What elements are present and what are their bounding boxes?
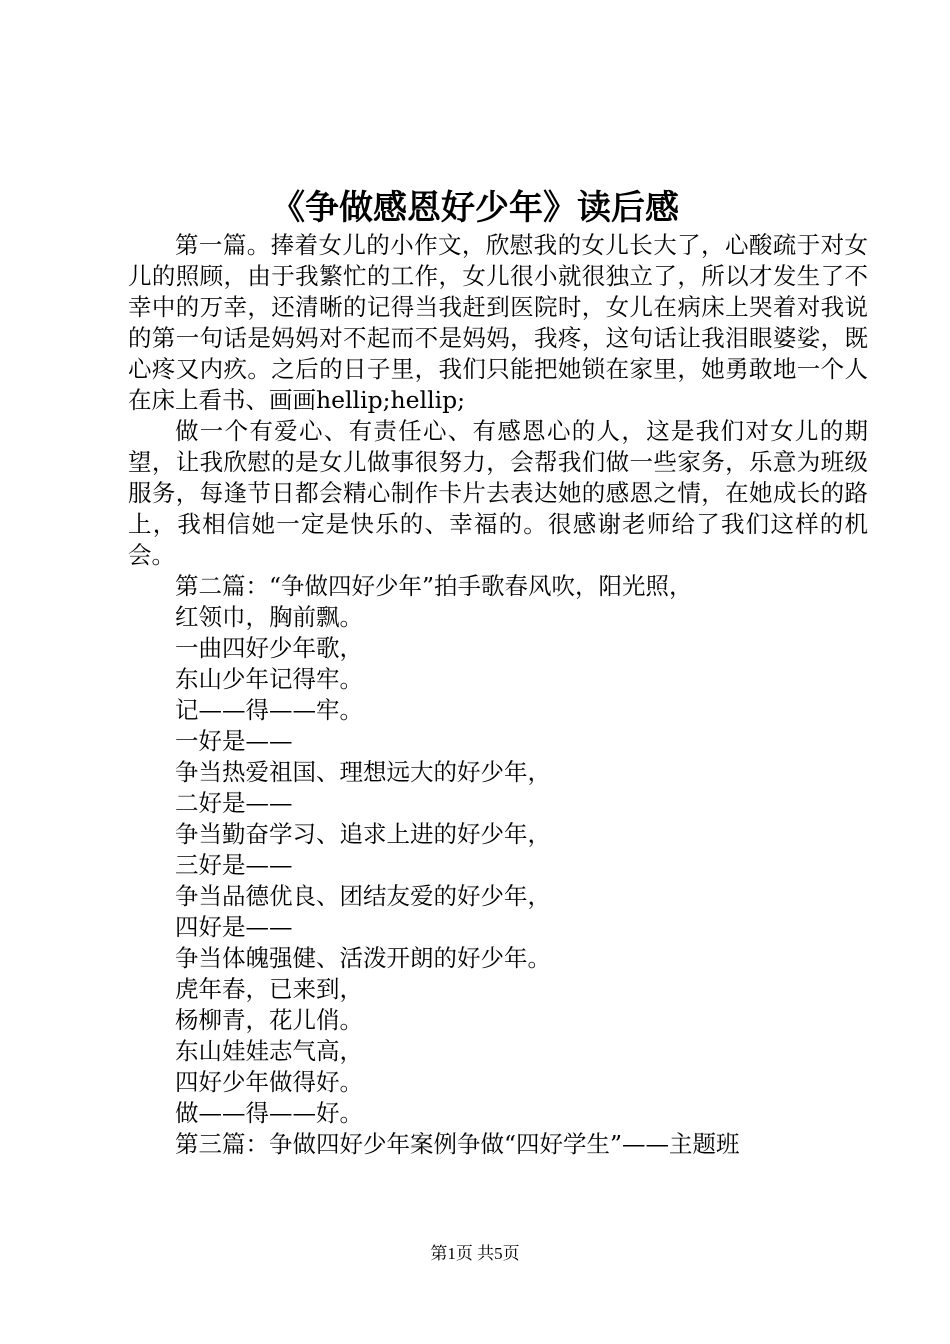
poem-line: 四好少年做得好。 <box>175 1068 363 1096</box>
poem-line: 虎年春，已来到， <box>175 975 363 1003</box>
section-heading-3: 第三篇：争做四好少年案例争做“四好学生”——主题班 <box>175 1130 740 1158</box>
poem-line: 四好是—— <box>175 913 293 941</box>
poem-line: 杨柳青，花儿俏。 <box>175 1006 363 1034</box>
poem-line: 记——得——牢。 <box>175 696 363 724</box>
poem-line: 争当热爱祖国、理想远大的好少年， <box>175 758 551 786</box>
poem-line: 二好是—— <box>175 789 293 817</box>
poem-line: 东山娃娃志气高， <box>175 1037 363 1065</box>
poem-line: 做——得——好。 <box>175 1099 363 1127</box>
poem-line: 三好是—— <box>175 851 293 879</box>
poem-line: 争当品德优良、团结友爱的好少年， <box>175 882 551 910</box>
poem-line: 红领巾，胸前飘。 <box>175 603 363 631</box>
paragraph-1: 第一篇。捧着女儿的小作文，欣慰我的女儿长大了，心酸疏于对女儿的照顾，由于我繁忙的工作，女儿很小就很独立了，所以才发生了不幸中的万幸，还清晰的记得当我赶到医院时，女儿在病床上哭着对我说的第一句话是妈妈对不起而不是妈妈，我疼，这句话让我泪眼婆娑，既心疼又内疚。之后的日子里，我们只能把她锁在家里，她勇敢地一个人在床上看书、画画hellip;hellip; <box>128 231 868 414</box>
poem-line: 一曲四好少年歌， <box>175 634 363 662</box>
paragraph-2: 做一个有爱心、有责任心、有感恩心的人，这是我们对女儿的期望，让我欣慰的是女儿做事很努力，会帮我们做一些家务，乐意为班级服务，每逢节日都会精心制作卡片去表达她的感恩之情，在她成长的路上，我相信她一定是快乐的、幸福的。很感谢老师给了我们这样的机会。 <box>128 417 868 569</box>
poem-line: 一好是—— <box>175 727 293 755</box>
poem-line: 第二篇：“争做四好少年”拍手歌春风吹，阳光照， <box>175 572 693 600</box>
poem-line: 争当体魄强健、活泼开朗的好少年。 <box>175 944 551 972</box>
document-body <box>128 230 868 1160</box>
page-footer: 第1页 共5页 <box>430 1244 520 1263</box>
poem-line: 东山少年记得牢。 <box>175 665 363 693</box>
poem-line: 争当勤奋学习、追求上进的好少年， <box>175 820 551 848</box>
document-title: 《争做感恩好少年》读后感 <box>271 188 679 228</box>
